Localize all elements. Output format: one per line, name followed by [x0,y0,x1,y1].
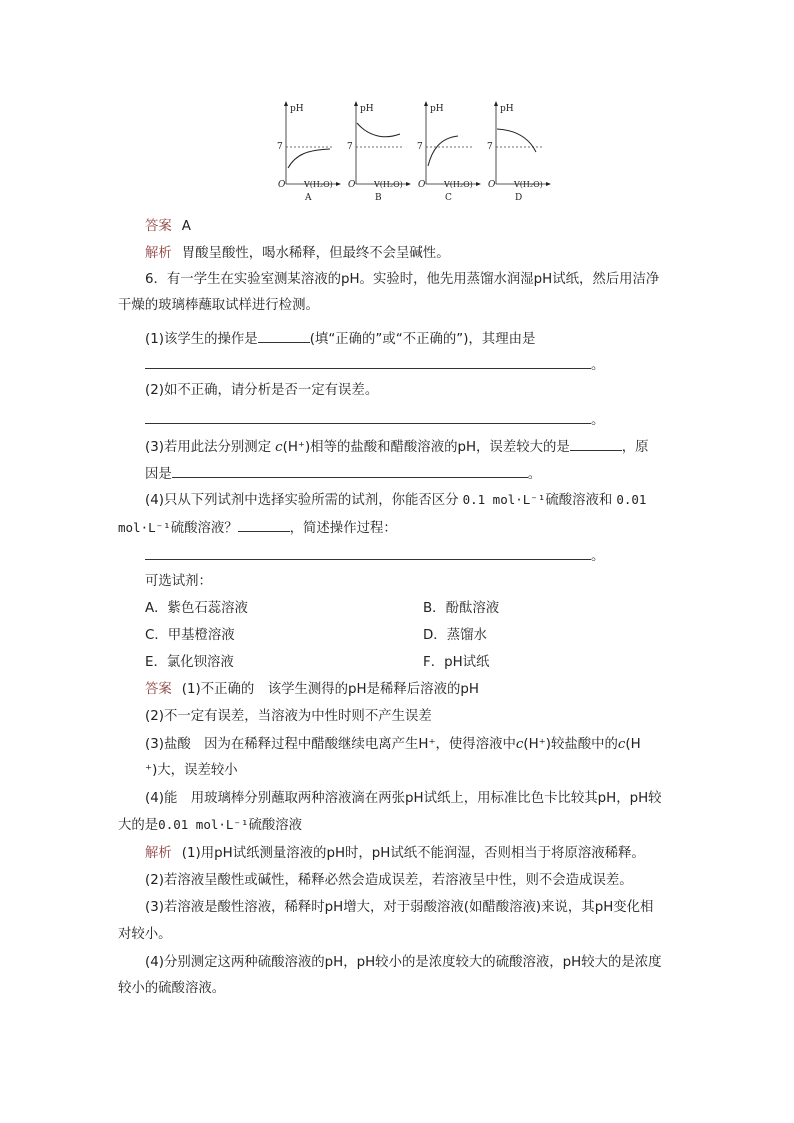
q6-p4-line-2 [118,518,658,537]
q6-part-1 [145,329,685,348]
q6-analysis-line-2 [145,873,685,889]
option-b: B．酚酞溶液 [423,601,500,616]
q6-p1-answer-line [145,355,685,374]
analysis-tag: 解析 [145,846,172,861]
answer-tag: 答案 [145,682,172,697]
q6-p1-blank[interactable] [258,329,310,343]
graph-b-plot [346,100,410,190]
graph-c-tick-7: 7 [417,142,423,152]
option-c: C．甲基橙溶液 [145,628,235,643]
q6-options-title [145,574,685,590]
analysis-tag: 解析 [145,246,172,261]
q6-answer-4a: (4)能 用玻璃棒分别蘸取两种溶液滴在两张pH试纸上，用标准比色卡比较其pH，pH较 [145,791,662,806]
graph-a-y-label: pH [290,104,304,114]
q6-answer-line-4 [145,763,685,779]
graph-a [276,100,340,208]
q6-answer-4b: 大的是 [118,818,159,833]
graph-b-y-label: pH [360,104,374,114]
q6-part-4 [145,492,685,509]
q6-p4-conc-2b: mol·L⁻¹ [118,520,171,535]
ph-graphs-figure [276,100,566,208]
graph-d-plot [486,100,550,190]
q6-p3-answer-line [145,464,685,483]
q6-p3-text-a: (3)若用此法分别测定 [145,440,272,455]
graph-a-caption: A [305,193,312,203]
q6-analysis-4b: 较小的硫酸溶液。 [118,981,226,996]
q6-p2-blank[interactable] [145,410,591,424]
q6-analysis-3b: 对较小。 [118,927,172,942]
q6-analysis-line-4 [118,927,658,943]
q6-analysis-line-3 [145,900,685,916]
q6-answer-3a: (3)盐酸 因为在稀释过程中醋酸继续电离产生H⁺，使得溶液中 [145,737,516,752]
q6-p1-text-b: (填“正确的”或“不正确的”)，其理由是 [309,332,536,347]
option-d: D．蒸馏水 [423,628,487,643]
q6-answer-2: (2)不一定有误差，当溶液为中性时则不产生误差 [145,709,432,724]
graph-b [346,100,410,208]
q6-p4-conc-2a: 0.01 [616,492,647,507]
q6-answer-4-conc: 0.01 mol·L⁻¹ [158,817,249,832]
period: 。 [591,549,605,564]
q6-answer-3-c2: c [617,737,626,752]
q6-p3-blank[interactable] [570,437,622,451]
q5-answer-line [145,219,685,235]
graph-d-y-label: pH [500,104,514,114]
graph-c-plot [416,100,480,190]
graph-a-tick-7: 7 [277,142,283,152]
options-title: 可选试剂： [145,574,212,589]
graph-a-origin: O [278,180,286,190]
q6-p3-reason-label: 因是 [145,467,172,482]
q6-p4-blank[interactable] [238,518,290,532]
q6-part-3 [145,437,685,456]
q6-p3-reason-blank[interactable] [172,464,528,478]
option-f: F．pH试纸 [423,655,490,670]
q6-p3-c: c [275,440,283,455]
q6-stem-1: 6．有一学生在实验室测某溶液的pH。实验时，他先用蒸馏水润湿pH试纸，然后用洁净 [145,272,660,287]
q6-stem-2: 干燥的玻璃棒蘸取试样进行检测。 [118,298,319,313]
graph-b-origin: O [348,180,356,190]
answer-tag: 答案 [145,219,172,234]
q6-answer-3-c: c [515,737,524,752]
q6-analysis-line-5 [145,955,685,971]
q6-p1-reason-blank[interactable] [145,355,591,369]
q6-p1-text-a: (1)该学生的操作是 [145,332,258,347]
q6-stem-line-1 [145,272,685,288]
q6-analysis-4a: (4)分别测定这两种硫酸溶液的pH，pH较小的是浓度较大的硫酸溶液，pH较大的是浓度 [145,955,662,970]
q6-answer-3e: ⁺)大，误差较小 [145,763,238,778]
graph-d-origin: O [488,180,496,190]
q6-answer-1: (1)不正确的 该学生测得的pH是稀释后溶液的pH [181,682,479,697]
graph-b-tick-7: 7 [347,142,353,152]
graph-c [416,100,480,208]
q6-answer-3b: (H⁺)较盐酸中的 [523,737,618,752]
graph-a-x-label: V(H₂O) [304,180,333,189]
q6-p4-procedure-blank[interactable] [145,546,591,560]
q6-answer-line-1 [145,682,685,698]
graph-c-caption: C [445,193,452,203]
q6-analysis-line-1 [145,846,685,862]
option-a: A．紫色石蕊溶液 [145,601,248,616]
q5-analysis-line [145,246,685,262]
q6-p2-text: (2)如不正确，请分析是否一定有误差。 [145,383,379,398]
q6-answer-line-6 [118,817,658,834]
q6-p4-text-b: 硫酸溶液和 [545,493,613,508]
q6-answer-line-3 [145,737,685,753]
q6-answer-4c: 硫酸溶液 [248,818,303,833]
q6-p4-conc-1: 0.1 mol·L⁻¹ [462,492,546,507]
graph-c-x-label: V(H₂O) [444,180,473,189]
q6-p4-text-a: (4)只从下列试剂中选择实验所需的试剂，你能否区分 [145,493,459,508]
period: 。 [591,413,605,428]
q6-answer-3d: (H [625,737,641,752]
q6-p4-answer-line [145,546,685,565]
q6-analysis-1: (1)用pH试纸测量溶液的pH时，pH试纸不能润湿，否则相当于将原溶液稀释。 [181,846,645,861]
period: 。 [591,358,605,373]
q6-analysis-2: (2)若溶液呈酸性或碱性，稀释必然会造成误差，若溶液呈中性，则不会造成误差。 [145,873,633,888]
graph-b-caption: B [375,193,382,203]
q6-p3-text-b: (H⁺)相等的盐酸和醋酸溶液的pH，误差较大的是 [282,440,570,455]
q6-answer-line-2 [145,709,685,725]
q6-analysis-line-6 [118,981,658,997]
graph-c-origin: O [418,180,426,190]
graph-a-plot [276,100,340,190]
q5-answer-value: A [181,219,191,234]
q5-analysis-text: 胃酸呈酸性，喝水稀释，但最终不会呈碱性。 [181,246,450,261]
graph-d [486,100,550,208]
graph-b-x-label: V(H₂O) [374,180,403,189]
q6-p2-answer-line [145,410,685,429]
graph-c-y-label: pH [430,104,444,114]
graph-d-caption: D [515,193,523,203]
q6-answer-line-5 [145,791,685,807]
graph-d-x-label: V(H₂O) [514,180,543,189]
q6-p4-text-d: ，简述操作过程： [289,521,397,536]
q6-p3-comma: ，原 [621,440,649,455]
option-e: E．氯化钡溶液 [145,655,234,670]
period: 。 [527,467,542,482]
q6-stem-line-2 [118,298,658,314]
q6-analysis-3a: (3)若溶液是酸性溶液，稀释时pH增大，对于弱酸溶液(如醋酸溶液)来说，其pH变化相 [145,900,654,915]
graph-d-tick-7: 7 [487,142,493,152]
q6-p4-text-c: 硫酸溶液？ [170,521,238,536]
q6-part-2 [145,383,685,399]
